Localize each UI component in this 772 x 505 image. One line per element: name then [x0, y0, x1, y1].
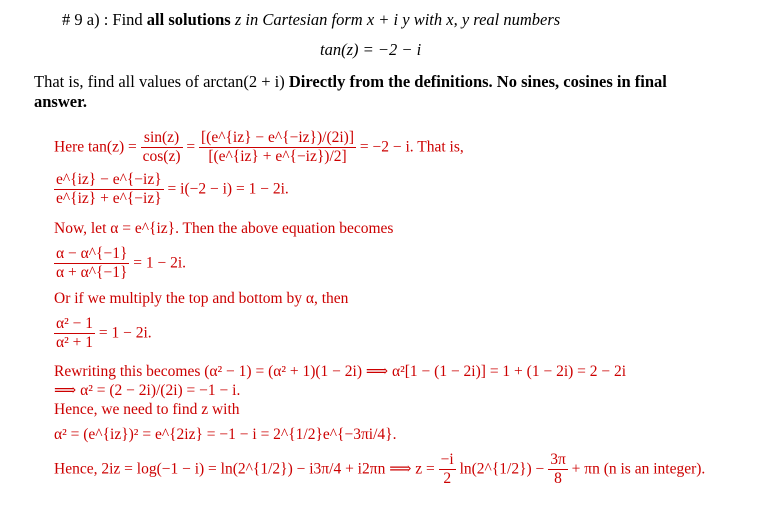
fraction-denominator: [(e^{iz} + e^{−iz})/2]	[208, 148, 347, 166]
fraction-numerator: α − α^{−1}	[56, 245, 128, 262]
sin-over-cos-fraction	[141, 130, 183, 166]
problem-text-a: Find	[112, 10, 143, 29]
sol-l11-prefix: Hence, 2iz = log(−1 − i) = ln(2^{1/2}) − i3π/4 + i2πn ⟹ z =	[54, 460, 435, 478]
problem-emphasis: all solutions	[146, 10, 231, 29]
fraction-denominator: α² + 1	[56, 334, 94, 352]
problem-line-3	[34, 72, 667, 92]
fraction-numerator: [(e^{iz} − e^{−iz})/(2i)]	[201, 129, 355, 146]
sol-l1-suffix: = −2 − i. That is,	[359, 138, 464, 156]
sol-l1-prefix: Here tan(z) =	[54, 138, 137, 156]
solution-line-6	[54, 316, 152, 352]
fraction-denominator: e^{iz} + e^{−iz}	[56, 190, 162, 208]
sol-l11-suffix: + πn (n is an integer).	[571, 460, 706, 478]
problem-line-3-text: That is, find all values of arctan(2 + i)	[34, 72, 285, 91]
exponential-fraction	[199, 130, 356, 166]
solution-line-3: Now, let α = e^{iz}. Then the above equation becomes	[54, 220, 394, 237]
solution-line-5: Or if we multiply the top and bottom by α, then	[54, 290, 349, 307]
solution-line-9: Hence, we need to find z with	[54, 401, 240, 418]
fraction-denominator: 8	[554, 470, 562, 488]
problem-label: # 9 a) :	[62, 10, 109, 29]
sol-l2-suffix: = i(−2 − i) = 1 − 2i.	[167, 180, 289, 198]
problem-line-4: answer.	[34, 92, 88, 111]
fraction-numerator: −i	[440, 451, 454, 468]
solution-line-4	[54, 246, 186, 282]
alpha-squared-fraction	[54, 316, 95, 352]
fraction-denominator: 2	[443, 470, 452, 488]
sol-l6-suffix: = 1 − 2i.	[98, 324, 152, 342]
solution-line-8: ⟹ α² = (2 − 2i)/(2i) = −1 − i.	[54, 382, 241, 399]
sol-l4-suffix: = 1 − 2i.	[133, 254, 187, 272]
solution-line-1	[54, 130, 464, 166]
solution-line-2	[54, 172, 289, 208]
solution-line-7: Rewriting this becomes (α² − 1) = (α² + 1)(1 − 2i) ⟹ α²[1 − (1 − 2i)] = 1 + (1 − 2i) = 2 − 2i	[54, 363, 627, 380]
problem-equation: tan(z) = −2 − i	[320, 40, 422, 59]
problem-line-3-bold: Directly from the definitions. No sines, cosines in final	[288, 72, 667, 91]
problem-text-b: z in Cartesian form x + i y with x, y real numbers	[234, 10, 561, 29]
alpha-ratio-fraction	[54, 246, 129, 282]
three-pi-over-8-fraction	[548, 452, 568, 488]
fraction-numerator: sin(z)	[143, 129, 180, 146]
sol-l1-eq: =	[186, 138, 196, 156]
fraction-denominator: α + α^{−1}	[56, 264, 128, 282]
fraction-numerator: α² − 1	[56, 315, 94, 332]
solution-line-11	[54, 452, 705, 488]
fraction-numerator: 3π	[550, 451, 566, 468]
sol-l11-mid: ln(2^{1/2}) −	[459, 460, 545, 478]
exp-ratio-fraction	[54, 172, 164, 208]
fraction-numerator: e^{iz} − e^{−iz}	[56, 171, 162, 188]
fraction-denominator: cos(z)	[142, 148, 181, 166]
problem-line-1	[62, 10, 560, 30]
minus-i-over-2-fraction	[439, 452, 456, 488]
solution-line-10: α² = (e^{iz})² = e^{2iz} = −1 − i = 2^{1/2}e^{−3πi/4}.	[54, 426, 397, 443]
